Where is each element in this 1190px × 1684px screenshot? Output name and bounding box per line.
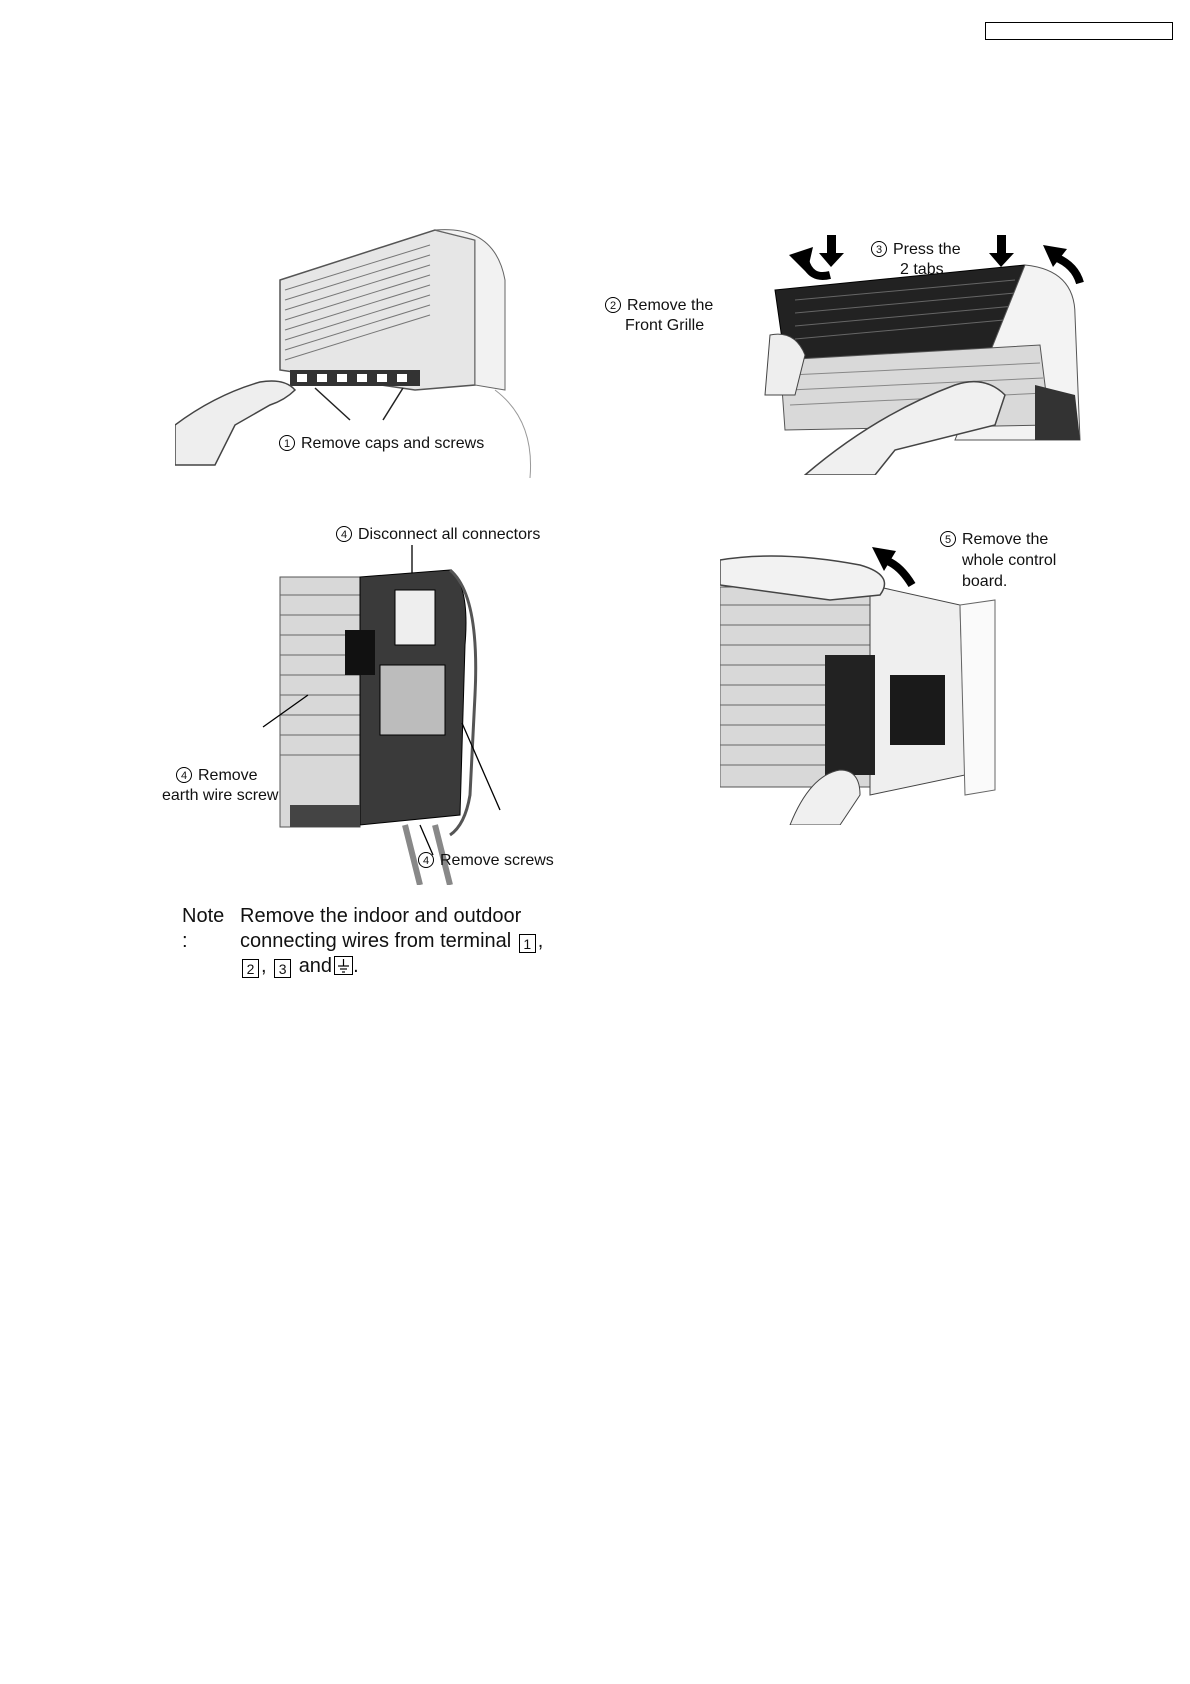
note-line1: Remove the indoor and outdoor: [240, 905, 522, 927]
terminal-2-box: 2: [242, 959, 259, 978]
step4b-label-line1: Remove: [198, 767, 258, 784]
terminal-1-box: 1: [519, 934, 536, 953]
photo-remove-control-board: [720, 525, 1110, 825]
step5-label-line2: whole control: [962, 552, 1057, 569]
step4a-label: Disconnect all connectors: [358, 526, 541, 543]
step-number-4c: 4: [418, 852, 434, 868]
step1-label: Remove caps and screws: [301, 435, 485, 452]
step-number-4b: 4: [176, 767, 192, 783]
step-number-3: 3: [871, 241, 887, 257]
note-and: and: [298, 955, 333, 977]
terminal-3-box: 3: [274, 959, 291, 978]
ground-symbol-icon: [334, 956, 353, 975]
step3-label-line1: Press the: [893, 241, 961, 258]
photo-remove-front-grille: [609, 225, 1095, 475]
photo-disconnect-connectors: [150, 525, 570, 885]
step-number-2: 2: [605, 297, 621, 313]
step-number-5: 5: [940, 531, 956, 547]
photo-remove-caps: [175, 220, 535, 478]
step-number-1: 1: [279, 435, 295, 451]
step2-label-line1: Remove the: [627, 297, 714, 314]
step-number-4a: 4: [336, 526, 352, 542]
step4c-label: Remove screws: [440, 852, 554, 869]
step5-label-line1: Remove the: [962, 531, 1049, 548]
step5-label-line3: board.: [962, 573, 1008, 590]
step2-label-line2: Front Grille: [625, 317, 705, 334]
header-model-box: [985, 22, 1173, 40]
note-prefix: Note :: [182, 905, 225, 952]
step3-label-line2: 2 tabs: [900, 261, 944, 278]
step4b-label-line2: earth wire screw: [162, 787, 279, 804]
note-line2: connecting wires from terminal: [240, 930, 512, 952]
